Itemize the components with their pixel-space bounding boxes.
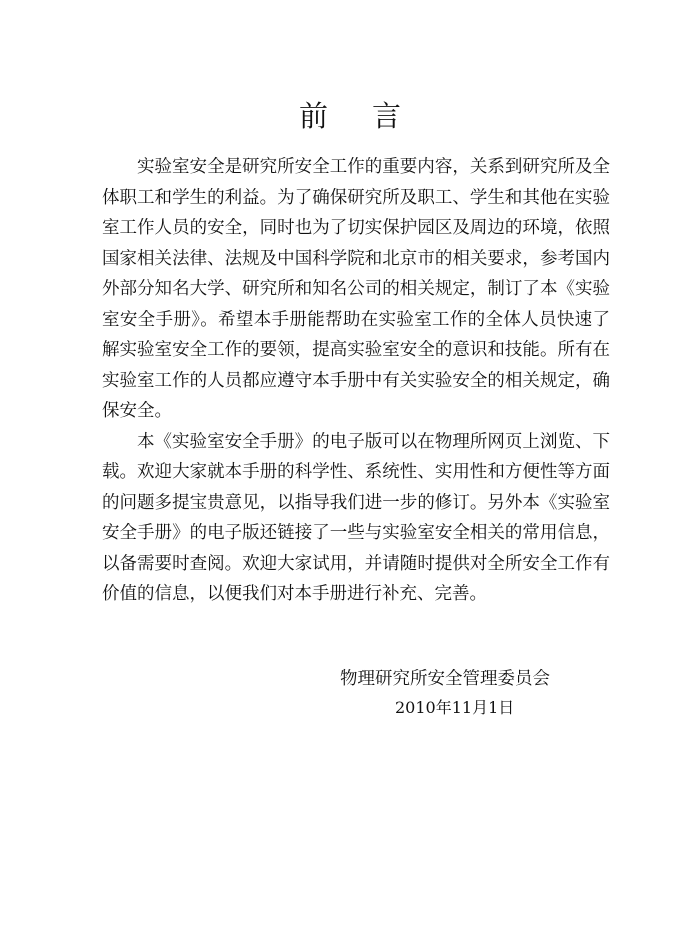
paragraph-2: 本《实验室安全手册》的电子版可以在物理所网页上浏览、下载。欢迎大家就本手册的科学性、系统性、实用性和方便性等方面的问题多提宝贵意见，以指导我们进一步的修订。另外本《实验室安全手册》的电子版还链接了一些与实验室安全相关的常用信息，以备需要时查阅。欢迎大家试用，并请随时提供对全所安全工作有价值的信息，以便我们对本手册进行补充、完善。 — [102, 431, 610, 604]
signature-date: 2010年11月1日 — [395, 698, 515, 717]
preface-body — [102, 152, 610, 610]
signature: 物理研究所安全管理委员会 — [340, 669, 550, 689]
title-char-2: 言 — [372, 99, 402, 133]
page-title — [0, 96, 700, 136]
title-char-1: 前 — [298, 99, 328, 133]
paragraph-1: 实验室安全是研究所安全工作的重要内容，关系到研究所及全体职工和学生的利益。为了确保研究所及职工、学生和其他在实验室工作人员的安全，同时也为了切实保护园区及周边的环境，依照国家相关法律、法规及中国科学院和北京市的相关要求，参考国内外部分知名大学、研究所和知名公司的相关规定，制订了本《实验室安全手册》。希望本手册能帮助在实验室工作的全体人员快速了解实验室安全工作的要领，提高实验室安全的意识和技能。所有在实验室工作的人员都应遵守本手册中有关实验安全的相关规定，确保安全。 — [102, 157, 610, 421]
